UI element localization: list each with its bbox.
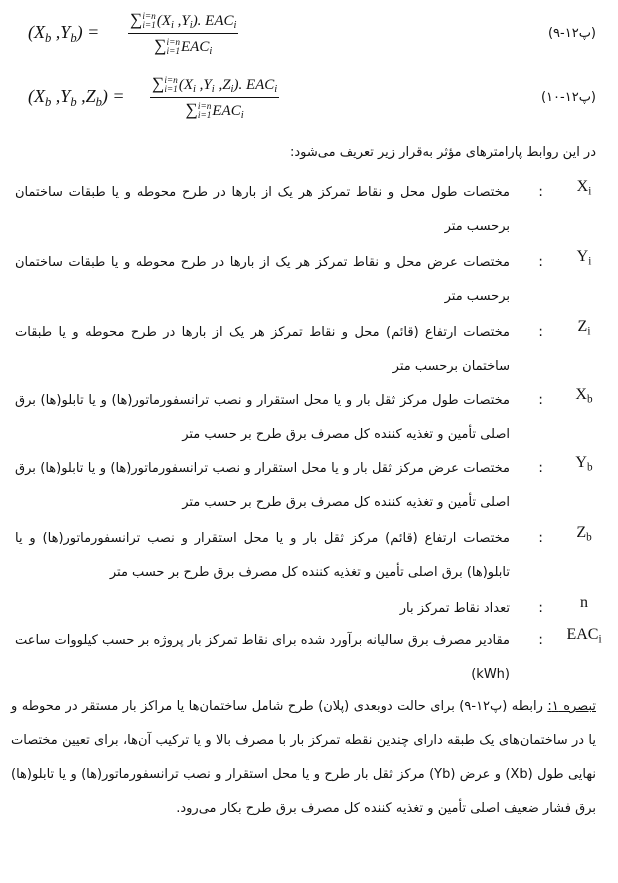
definition-symbol: $Y_b$ — [575, 454, 593, 474]
note-label: تبصره ۱: — [547, 699, 596, 714]
definition-symbol: $X_b$ — [575, 386, 593, 406]
definition-colon: : — [538, 530, 543, 546]
definition-text: مختصات عرض مرکز ثقل بار و یا محل استقرار و نصب ترانسفورماتور(ها) و یا تابلو(ها) برق اصلی تأمین و تغذیه کننده کل مصرف برق طرح بر حسب متر — [15, 461, 510, 510]
definitions-intro: در این روابط پارامترهای مؤثر به‌قرار زیر تعریف می‌شود: — [289, 145, 596, 160]
definition-colon: : — [538, 324, 543, 340]
definition-symbol: $Y_i$ — [576, 248, 592, 268]
definition-text: مختصات عرض محل و نقاط تمرکز هر یک از بارها در طرح محوطه و یا طبقات ساختمان برحسب متر — [15, 255, 510, 304]
definition-colon: : — [538, 184, 543, 200]
equation-2 — [0, 72, 618, 122]
definition-colon: : — [538, 632, 543, 648]
note-text: رابطه (پ۱۲-۹) برای حالت دوبعدی (پلان) طرح شامل ساختمان‌ها یا مراکز بار مستقر در محوطه و یا در ساختمان‌های یک طبقه دارای چندین نقطه تمرکز بار با مصرف بالا و یا ترکیب آن‌ها، برای تعیین مختصات نهایی طول (Xb) و عرض (Yb) مرکز ثقل بار طرح و یا محل استقرار و نصب ترانسفورماتور(ها) و یا تابلو(ها) برق فشار ضعیف اصلی تأمین و تغذیه کننده کل مصرف برق طرح بکار می‌رود. — [11, 699, 596, 816]
definition-text: مختصات طول محل و نقاط تمرکز هر یک از بارها در طرح محوطه و یا طبقات ساختمان برحسب متر — [15, 185, 510, 234]
definition-symbol: $EAC_i$ — [566, 626, 602, 646]
note-paragraph — [11, 690, 596, 826]
definition-colon: : — [538, 460, 543, 476]
equation-2-denominator: ∑ i=n i=1 $EAC_i$ — [185, 100, 244, 122]
definition-colon: : — [538, 392, 543, 408]
definition-colon: : — [538, 600, 543, 616]
equation-1-denominator: ∑ i=n i=1 $EAC_i$ — [154, 36, 213, 58]
equation-1-numerator: ∑ i=n i=1 ($X_i$ $,Y_i$). $EAC_i$ — [128, 10, 238, 34]
definition-text: مختصات ارتفاع (قائم) مرکز ثقل بار و یا محل استقرار و نصب ترانسفورماتور(ها) و یا تابلو(ها) برق اصلی تأمین و تغذیه کننده کل مصرف برق طرح بر حسب متر — [15, 531, 510, 580]
equation-2-fraction — [150, 74, 279, 121]
definition-text: مختصات طول مرکز ثقل بار و یا محل استقرار و نصب ترانسفورماتور(ها) و یا تابلو(ها) برق اصلی تأمین و تغذیه کننده کل مصرف برق طرح بر حسب متر — [15, 393, 510, 442]
definition-colon: : — [538, 254, 543, 270]
equation-1 — [0, 8, 618, 58]
equation-1-lhs: ($X_b$ $,Y_b$) = — [28, 22, 100, 45]
equation-1-fraction — [128, 10, 238, 57]
equation-2-numerator: ∑ i=n i=1 ($X_i$ $,Y_i$ $,Z_i$). $EAC_i$ — [150, 74, 279, 98]
definition-symbol: $Z_b$ — [576, 524, 592, 544]
equation-2-number: (پ۱۲-۱۰) — [540, 90, 596, 105]
definition-text: مختصات ارتفاع (قائم) محل و نقاط تمرکز هر یک از بارها در طرح محوطه و یا طبقات ساختمان برحسب متر — [15, 325, 510, 374]
definition-symbol: n — [580, 594, 588, 611]
definition-symbol: $X_i$ — [576, 178, 592, 198]
equation-2-lhs: ($X_b$ $,Y_b$ $,Z_b$) = — [28, 86, 125, 109]
equation-1-number: (پ۱۲-۹) — [547, 26, 596, 41]
definition-text: تعداد نقاط تمرکز بار — [399, 601, 510, 616]
definition-symbol: $Z_i$ — [577, 318, 591, 338]
definition-text: مقادیر مصرف برق سالیانه برآورد شده برای نقاط تمرکز بار پروژه بر حسب کیلووات ساعت (kWh) — [15, 633, 510, 682]
